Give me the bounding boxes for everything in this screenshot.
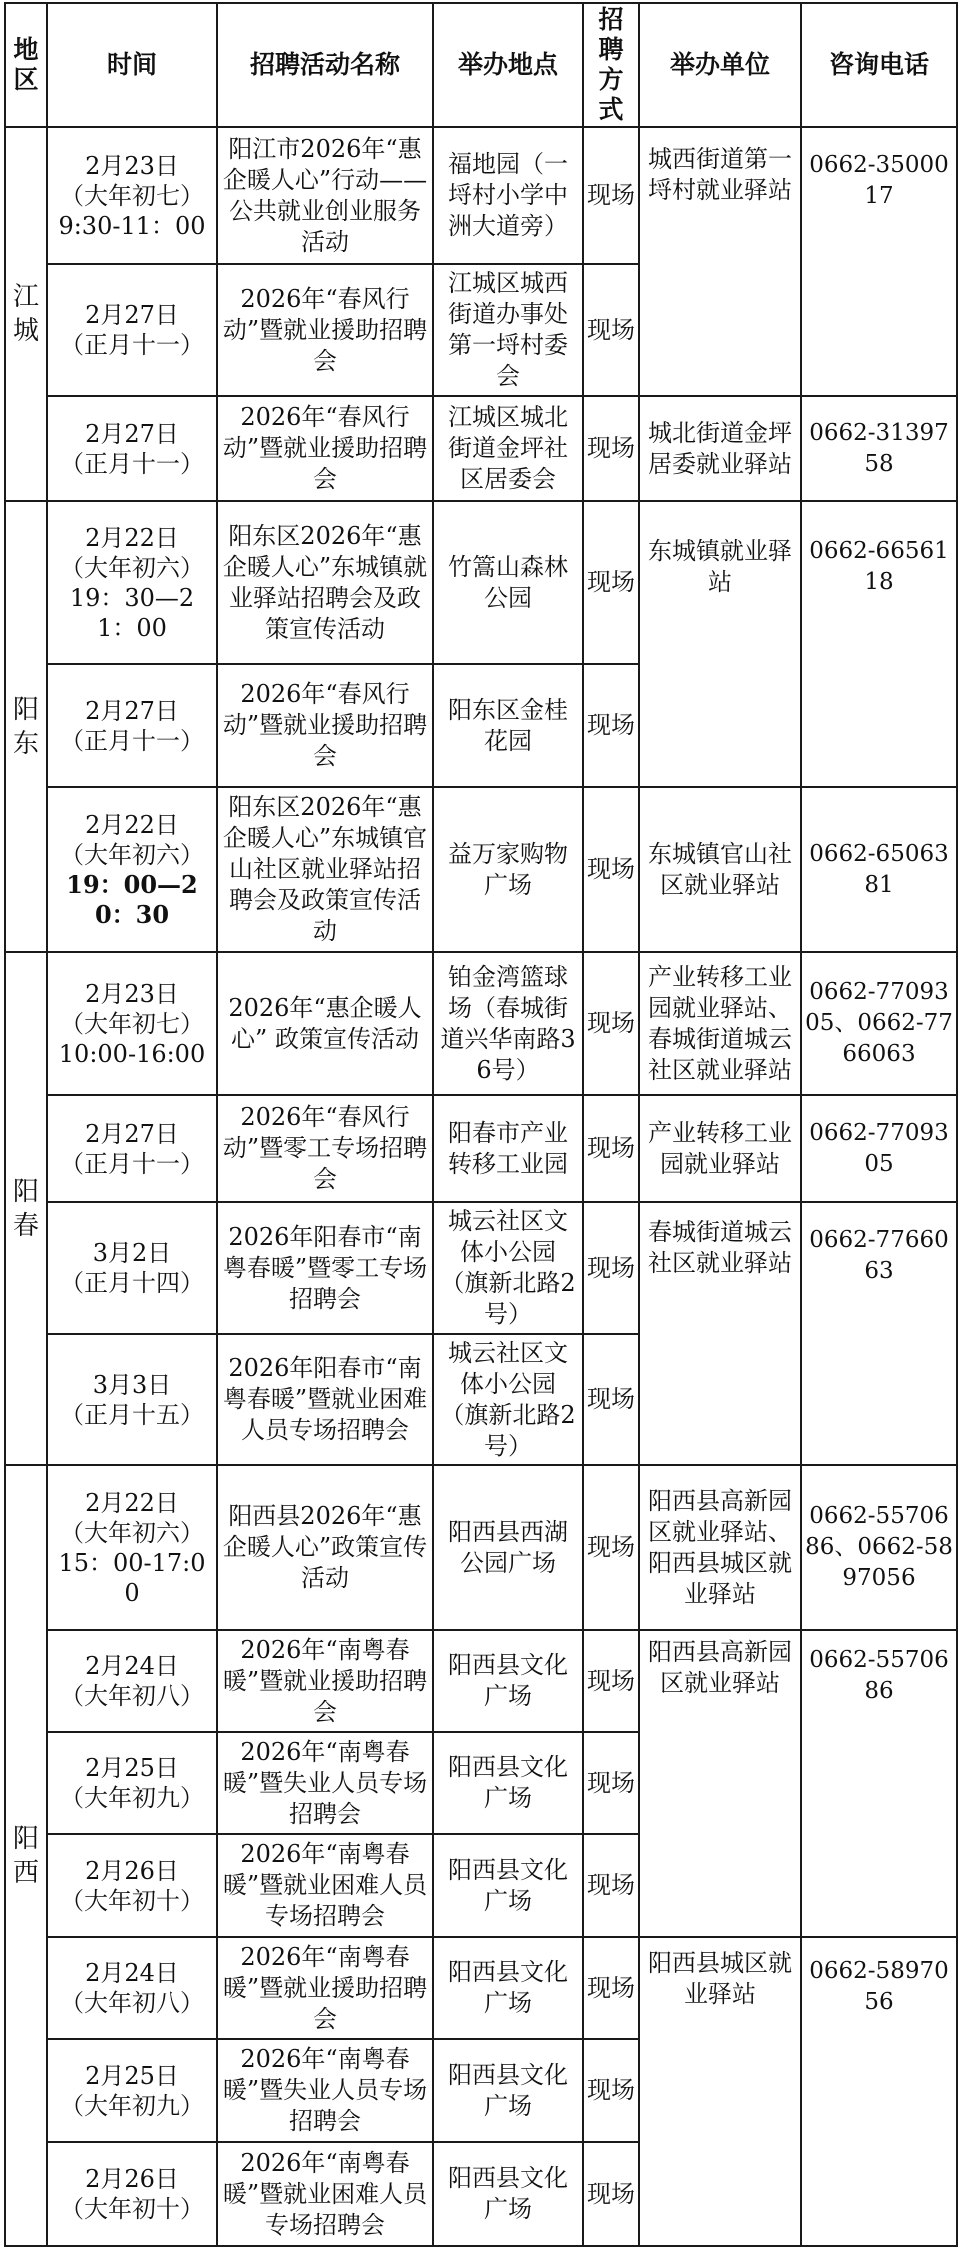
date-text: 2月25日	[85, 2061, 179, 2090]
time-cell	[47, 127, 217, 264]
event-name-cell: 2026年“南粤春暖”暨失业人员专场招聘会	[217, 2039, 433, 2142]
event-name-cell: 2026年阳春市“南粤春暖”暨零工专场招聘会	[217, 1202, 433, 1334]
venue-cell: 铂金湾篮球场（春城街道兴华南路36号）	[433, 952, 583, 1095]
lunar-date-text: （大年初八）	[60, 1989, 204, 2017]
table-row	[5, 1465, 957, 1630]
table-row	[5, 1202, 957, 1334]
venue-cell: 阳西县文化广场	[433, 1630, 583, 1732]
region-cell: 阳西	[5, 1465, 47, 2246]
time-cell	[47, 2142, 217, 2246]
event-name-cell: 2026年“南粤春暖”暨失业人员专场招聘会	[217, 1732, 433, 1834]
time-cell	[47, 664, 217, 787]
lunar-date-text: （大年初六）	[60, 1518, 204, 1547]
header-time: 时间	[47, 3, 217, 127]
hours-text: 15：00-17:00	[58, 1548, 206, 1607]
lunar-date-text: （大年初八）	[60, 1682, 204, 1710]
venue-cell: 阳春市产业转移工业园	[433, 1095, 583, 1202]
event-name-cell: 2026年“惠企暖人心” 政策宣传活动	[217, 952, 433, 1095]
event-name-cell: 2026年“南粤春暖”暨就业援助招聘会	[217, 1937, 433, 2039]
phone-cell: 0662-7766063	[801, 1202, 957, 1465]
lunar-date-text: （正月十一）	[60, 331, 204, 359]
time-cell	[47, 1834, 217, 1937]
date-text: 2月24日	[85, 1959, 179, 1987]
recruitment-schedule-document	[4, 2, 956, 2241]
venue-cell: 益万家购物广场	[433, 787, 583, 952]
time-cell	[47, 264, 217, 396]
date-text: 3月3日	[92, 1370, 172, 1399]
table-row	[5, 1937, 957, 2039]
venue-cell: 阳西县文化广场	[433, 1732, 583, 1834]
phone-cell: 0662-7709305、0662-7766063	[801, 952, 957, 1095]
time-cell	[47, 1095, 217, 1202]
lunar-date-text: （正月十一）	[60, 449, 204, 478]
lunar-date-text: （正月十一）	[60, 726, 204, 755]
venue-cell: 城云社区文体小公园（旗新北路2号）	[433, 1334, 583, 1465]
event-name-cell: 阳东区2026年“惠企暖人心”东城镇官山社区就业驿站招聘会及政策宣传活动	[217, 787, 433, 952]
event-name-cell: 2026年“南粤春暖”暨就业困难人员专场招聘会	[217, 1834, 433, 1937]
region-cell: 江城	[5, 127, 47, 501]
mode-cell: 现场	[583, 2142, 639, 2246]
time-cell	[47, 1732, 217, 1834]
table-row	[5, 501, 957, 664]
lunar-date-text: （正月十一）	[60, 1149, 204, 1178]
mode-cell: 现场	[583, 2039, 639, 2142]
phone-cell: 0662-3139758	[801, 396, 957, 501]
mode-cell: 现场	[583, 1834, 639, 1937]
phone-cell: 0662-5897056	[801, 1937, 957, 2246]
date-text: 2月27日	[85, 1119, 179, 1148]
venue-cell: 城云社区文体小公园（旗新北路2号）	[433, 1202, 583, 1334]
table-row	[5, 127, 957, 264]
phone-cell: 0662-5570686、0662-5897056	[801, 1465, 957, 1630]
phone-cell: 0662-5570686	[801, 1630, 957, 1937]
header-mode: 招聘方式	[583, 3, 639, 127]
phone-cell: 0662-3500017	[801, 127, 957, 396]
region-cell: 阳春	[5, 952, 47, 1465]
recruitment-schedule-table	[4, 2, 958, 2247]
table-row	[5, 787, 957, 952]
time-cell	[47, 1202, 217, 1334]
venue-cell: 阳西县文化广场	[433, 2039, 583, 2142]
event-name-cell: 2026年“南粤春暖”暨就业困难人员专场招聘会	[217, 2142, 433, 2246]
region-cell: 阳东	[5, 501, 47, 952]
header-venue: 举办地点	[433, 3, 583, 127]
table-row	[5, 396, 957, 501]
lunar-date-text: （大年初十）	[60, 2195, 204, 2223]
lunar-date-text: （大年初六）	[60, 553, 204, 582]
lunar-date-text: （大年初六）	[60, 840, 204, 869]
time-cell	[47, 1630, 217, 1732]
mode-cell: 现场	[583, 787, 639, 952]
venue-cell: 福地园（一埒村小学中洲大道旁）	[433, 127, 583, 264]
organizer-cell: 城西街道第一埒村就业驿站	[639, 127, 801, 396]
event-name-cell: 2026年“南粤春暖”暨就业援助招聘会	[217, 1630, 433, 1732]
date-text: 3月2日	[92, 1239, 172, 1267]
mode-cell: 现场	[583, 264, 639, 396]
date-text: 2月23日	[85, 979, 179, 1008]
organizer-cell: 东城镇就业驿站	[639, 501, 801, 787]
organizer-cell: 阳西县城区就业驿站	[639, 1937, 801, 2246]
venue-cell: 江城区城北街道金坪社区居委会	[433, 396, 583, 501]
date-text: 2月22日	[85, 523, 179, 552]
venue-cell: 阳西县西湖公园广场	[433, 1465, 583, 1630]
hours-text: 9:30-11：00	[58, 211, 206, 240]
time-cell	[47, 1937, 217, 2039]
venue-cell: 阳西县文化广场	[433, 2142, 583, 2246]
mode-cell: 现场	[583, 1334, 639, 1465]
phone-cell: 0662-6506381	[801, 787, 957, 952]
lunar-date-text: （大年初十）	[60, 1886, 204, 1915]
date-text: 2月27日	[85, 419, 179, 448]
organizer-cell: 春城街道城云社区就业驿站	[639, 1202, 801, 1465]
event-name-cell: 2026年阳春市“南粤春暖”暨就业困难人员专场招聘会	[217, 1334, 433, 1465]
time-cell	[47, 501, 217, 664]
organizer-cell: 产业转移工业园就业驿站、春城街道城云社区就业驿站	[639, 952, 801, 1095]
date-text: 2月24日	[85, 1652, 179, 1680]
organizer-cell: 阳西县高新园区就业驿站	[639, 1630, 801, 1937]
venue-cell: 阳西县文化广场	[433, 1834, 583, 1937]
mode-cell: 现场	[583, 127, 639, 264]
venue-cell: 江城区城西街道办事处第一埒村委会	[433, 264, 583, 396]
mode-cell: 现场	[583, 501, 639, 664]
header-row	[5, 3, 957, 127]
table-row	[5, 1630, 957, 1732]
lunar-date-text: （正月十四）	[60, 1269, 204, 1297]
event-name-cell: 2026年“春风行动”暨就业援助招聘会	[217, 396, 433, 501]
time-cell	[47, 787, 217, 952]
venue-cell: 竹篙山森林公园	[433, 501, 583, 664]
event-name-cell: 阳西县2026年“惠企暖人心”政策宣传活动	[217, 1465, 433, 1630]
mode-cell: 现场	[583, 664, 639, 787]
date-text: 2月27日	[85, 696, 179, 725]
venue-cell: 阳东区金桂花园	[433, 664, 583, 787]
date-text: 2月26日	[85, 2165, 179, 2193]
event-name-cell: 2026年“春风行动”暨就业援助招聘会	[217, 664, 433, 787]
event-name-cell: 阳江市2026年“惠企暖人心”行动——公共就业创业服务活动	[217, 127, 433, 264]
organizer-cell: 阳西县高新园区就业驿站、阳西县城区就业驿站	[639, 1465, 801, 1630]
time-cell	[47, 396, 217, 501]
date-text: 2月25日	[85, 1754, 179, 1782]
mode-cell: 现场	[583, 396, 639, 501]
venue-cell: 阳西县文化广场	[433, 1937, 583, 2039]
lunar-date-text: （大年初九）	[60, 2091, 204, 2120]
mode-cell: 现场	[583, 1937, 639, 2039]
header-event: 招聘活动名称	[217, 3, 433, 127]
event-name-cell: 2026年“春风行动”暨零工专场招聘会	[217, 1095, 433, 1202]
date-text: 2月22日	[85, 1488, 179, 1517]
lunar-date-text: （大年初七）	[60, 181, 204, 210]
lunar-date-text: （大年初七）	[60, 1009, 204, 1038]
hours-text: 10:00-16:00	[58, 1039, 206, 1068]
table-row	[5, 952, 957, 1095]
date-text: 2月27日	[85, 301, 179, 329]
lunar-date-text: （大年初九）	[60, 1784, 204, 1812]
lunar-date-text: （正月十五）	[60, 1400, 204, 1429]
event-name-cell: 阳东区2026年“惠企暖人心”东城镇就业驿站招聘会及政策宣传活动	[217, 501, 433, 664]
mode-cell: 现场	[583, 1095, 639, 1202]
time-cell	[47, 1465, 217, 1630]
date-text: 2月22日	[85, 810, 179, 839]
header-phone: 咨询电话	[801, 3, 957, 127]
time-cell	[47, 2039, 217, 2142]
phone-cell: 0662-7709305	[801, 1095, 957, 1202]
header-region: 地区	[5, 3, 47, 127]
organizer-cell: 东城镇官山社区就业驿站	[639, 787, 801, 952]
organizer-cell: 城北街道金坪居委就业驿站	[639, 396, 801, 501]
hours-text: 19：00—20：30	[66, 869, 198, 929]
mode-cell: 现场	[583, 1732, 639, 1834]
mode-cell: 现场	[583, 1465, 639, 1630]
hours-text: 19：30—21：00	[69, 583, 195, 642]
time-cell	[47, 952, 217, 1095]
header-organizer: 举办单位	[639, 3, 801, 127]
mode-cell: 现场	[583, 1202, 639, 1334]
phone-cell: 0662-6656118	[801, 501, 957, 787]
organizer-cell: 产业转移工业园就业驿站	[639, 1095, 801, 1202]
table-row	[5, 1095, 957, 1202]
event-name-cell: 2026年“春风行动”暨就业援助招聘会	[217, 264, 433, 396]
mode-cell: 现场	[583, 1630, 639, 1732]
date-text: 2月26日	[85, 1856, 179, 1885]
mode-cell: 现场	[583, 952, 639, 1095]
time-cell	[47, 1334, 217, 1465]
date-text: 2月23日	[85, 151, 179, 180]
